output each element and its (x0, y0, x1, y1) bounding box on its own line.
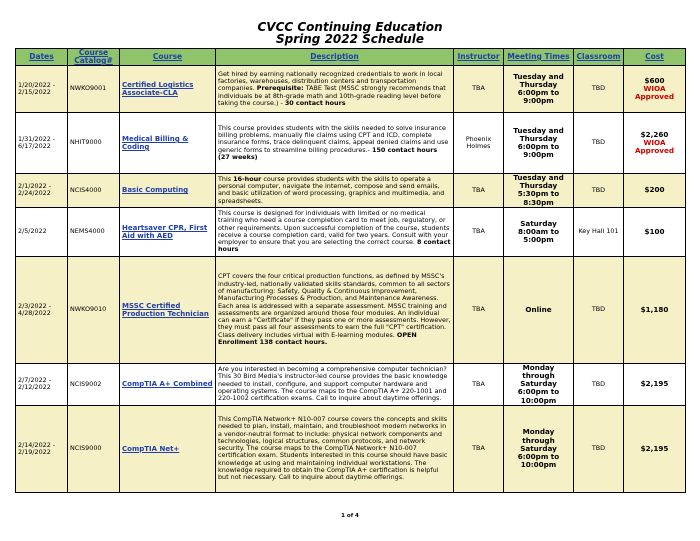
cell-dates: 1/31/2022 - 6/17/2022 (16, 113, 68, 174)
description-text: This (218, 174, 234, 183)
column-header-course: Course (120, 49, 216, 66)
cell-instructor: Phoenix Holmes (454, 113, 504, 174)
cell-meeting-times: Monday through Saturday 6:00pm to 10:00pm (504, 405, 574, 492)
description-text-cont: course provides students with the skills to operate a personal computer, navigate the internet, compose and send emails, and basic utilization of word processing, graphics and multimedia, and spreadsheets. (218, 174, 445, 205)
cost-value: $1,180 (640, 304, 669, 314)
cost-value: $100 (644, 226, 665, 236)
cell-classroom: TBD (574, 66, 624, 113)
cost-value: $2,195 (640, 443, 669, 453)
cell-cost (624, 66, 686, 113)
cell-catalog: NWKO9001 (68, 66, 120, 113)
table-header-row (16, 49, 686, 66)
cell-meeting-times: Monday through Saturday 6:00pm to 10:00pm (504, 363, 574, 405)
page-subtitle: Spring 2022 Schedule (276, 32, 424, 46)
description-emphasis: Prerequisite: (256, 84, 304, 93)
table-row (16, 66, 686, 113)
cell-description (216, 256, 454, 363)
table-row (16, 207, 686, 256)
course-link[interactable]: Basic Computing (120, 174, 216, 208)
schedule-table (15, 48, 686, 493)
table-row (16, 174, 686, 208)
cell-instructor: TBA (454, 363, 504, 405)
column-header-classroom: Classroom (574, 49, 624, 66)
description-contact-hours: OPEN Enrollment 138 contact hours. (218, 330, 417, 346)
cell-cost (624, 363, 686, 405)
cell-dates: 2/7/2022 - 2/12/2022 (16, 363, 68, 405)
cell-cost (624, 207, 686, 256)
cell-description (216, 207, 454, 256)
cell-description (216, 113, 454, 174)
description-text: This course is designed for individuals with limited or no medical training who need a course completion card to meet job, regulatory, or other requirements. Upon successful completion of the course, students receive a course completion card, valid for two years. Consult with your employer to ensure that you are selecting the correct course. (218, 208, 450, 247)
column-header-cost: Cost (624, 49, 686, 66)
course-link[interactable]: Heartsaver CPR, First Aid with AED (120, 207, 216, 256)
cell-classroom: TBD (574, 174, 624, 208)
wioa-approved-note: WIOA Approved (634, 137, 675, 156)
cell-description (216, 405, 454, 492)
description-text: This course provides students with the skills needed to solve insurance billing problems, manually file claims using CPT and ICD, complete insurance forms, trace delinquent claims, appeal denied claims and use generic forms to streamline billing procedures.- (218, 123, 449, 154)
cell-dates: 1/20/2022 - 2/15/2022 (16, 66, 68, 113)
column-header-catalog: Course Catalog# (68, 49, 120, 66)
description-text: CPT covers the four critical production functions, as defined by MSSC's industry-led, nationally validated skills standards, common to all sectors of manufacturing: Safety, Quality & Continuous Improvement, Manufacturing Processes & Production, and Maintenance Awareness. Each area is addressed with a separate assessment. MSSC training and assessments are organized around those four modules. An individual can earn a "Certificate" if they pass one or more assessments. However, they must pass all four assessments to earn the full "CPT" certification. Class delivery includes virtual with E-learning modules. (218, 272, 451, 339)
cell-classroom: TBD (574, 405, 624, 492)
course-link[interactable]: CompTIA Net+ (120, 405, 216, 492)
cell-meeting-times: Tuesday and Thursday 5:30pm to 8:30pm (504, 174, 574, 208)
cost-value: $600 (644, 75, 665, 85)
cost-value: $200 (644, 185, 665, 195)
description-text: Get hired by earning nationally recognized credentials to work in local factories, warehouses, distribution centers and transportation companies. (218, 69, 443, 93)
cell-meeting-times: Tuesday and Thursday 6:00pm to 9:00pm (504, 113, 574, 174)
cell-description (216, 363, 454, 405)
cell-cost (624, 113, 686, 174)
description-emphasis: 16-hour (233, 174, 262, 183)
cell-meeting-times: Tuesday and Thursday 6:00pm to 9:00pm (504, 66, 574, 113)
description-contact-hours: 150 contact hours (27 weeks) (218, 145, 438, 161)
column-header-instructor: Instructor (454, 49, 504, 66)
description-text: Are you interested in becoming a comprehensive computer technician? This 30 Bird Media's instructor-led course provides the basic knowledge needed to install, configure, and support computer hardware and operating systems. The course maps to the CompTIA A+ 220-1001 and 220-1002 certification exams. Call to inquire about daytime offerings. (218, 365, 448, 403)
cell-classroom: TBD (574, 113, 624, 174)
cell-instructor: TBA (454, 174, 504, 208)
cell-dates: 2/14/2022 - 2/19/2022 (16, 405, 68, 492)
cell-cost (624, 256, 686, 363)
wioa-approved-note: WIOA Approved (634, 83, 675, 102)
cell-instructor: TBA (454, 256, 504, 363)
cell-cost (624, 174, 686, 208)
cell-dates: 2/5/2022 (16, 207, 68, 256)
cell-catalog: NWKO9010 (68, 256, 120, 363)
description-contact-hours: 30 contact hours (284, 98, 346, 107)
cell-classroom: TBD (574, 256, 624, 363)
page-title: CVCC Continuing Education (257, 20, 443, 34)
table-row (16, 363, 686, 405)
course-link[interactable]: CompTIA A+ Combined (120, 363, 216, 405)
course-link[interactable]: Certified Logistics Associate-CLA (120, 66, 216, 113)
cell-cost (624, 405, 686, 492)
cell-meeting-times: Saturday 8:00am to 5:00pm (504, 207, 574, 256)
column-header-dates: Dates (16, 49, 68, 66)
cell-catalog: NEMS4000 (68, 207, 120, 256)
description-text: This CompTIA Network+ N10-007 course covers the concepts and skills needed to plan, install, maintain, and troubleshoot modern networks in a vendor-neutral format to include: physical network components and technologies, logical structures, common protocols, and network security. The course maps to the CompTIA Network+ N10-007 certification exam. Students interested in this course should have basic knowledge at using and maintaining individual workstations. The knowledge required to obtain the CompTIA A+ certification is helpful but not necessary. Call to inquire about daytime offerings. (218, 414, 448, 482)
cell-instructor: TBA (454, 66, 504, 113)
cell-classroom: Key Hall 101 (574, 207, 624, 256)
cost-value: $2,195 (640, 379, 669, 389)
cell-classroom: TBD (574, 363, 624, 405)
cell-instructor: TBA (454, 405, 504, 492)
table-row (16, 113, 686, 174)
cost-value: $2,260 (640, 129, 669, 139)
table-row (16, 405, 686, 492)
description-text-cont: TABE Test (MSSC strongly recommends that individuals be at 8th-grade math and 10th-grade reading level before taking the course.) - (218, 84, 446, 107)
course-link[interactable]: MSSC Certified Production Technician (120, 256, 216, 363)
page-number: 1 of 4 (341, 513, 359, 519)
cell-catalog: NCIS4000 (68, 174, 120, 208)
cell-catalog: NCIS9000 (68, 405, 120, 492)
description-contact-hours: 8 contact hours (218, 238, 451, 254)
cell-dates: 2/3/2022 - 4/28/2022 (16, 256, 68, 363)
table-row (16, 256, 686, 363)
cell-description (216, 174, 454, 208)
cell-dates: 2/1/2022 - 2/24/2022 (16, 174, 68, 208)
column-header-description: Description (216, 49, 454, 66)
cell-catalog: NCIS9002 (68, 363, 120, 405)
course-link[interactable]: Medical Billing & Coding (120, 113, 216, 174)
cell-meeting-times: Online (504, 256, 574, 363)
cell-instructor: TBA (454, 207, 504, 256)
cell-description (216, 66, 454, 113)
cell-catalog: NHIT9000 (68, 113, 120, 174)
column-header-meeting-times: Meeting Times (504, 49, 574, 66)
